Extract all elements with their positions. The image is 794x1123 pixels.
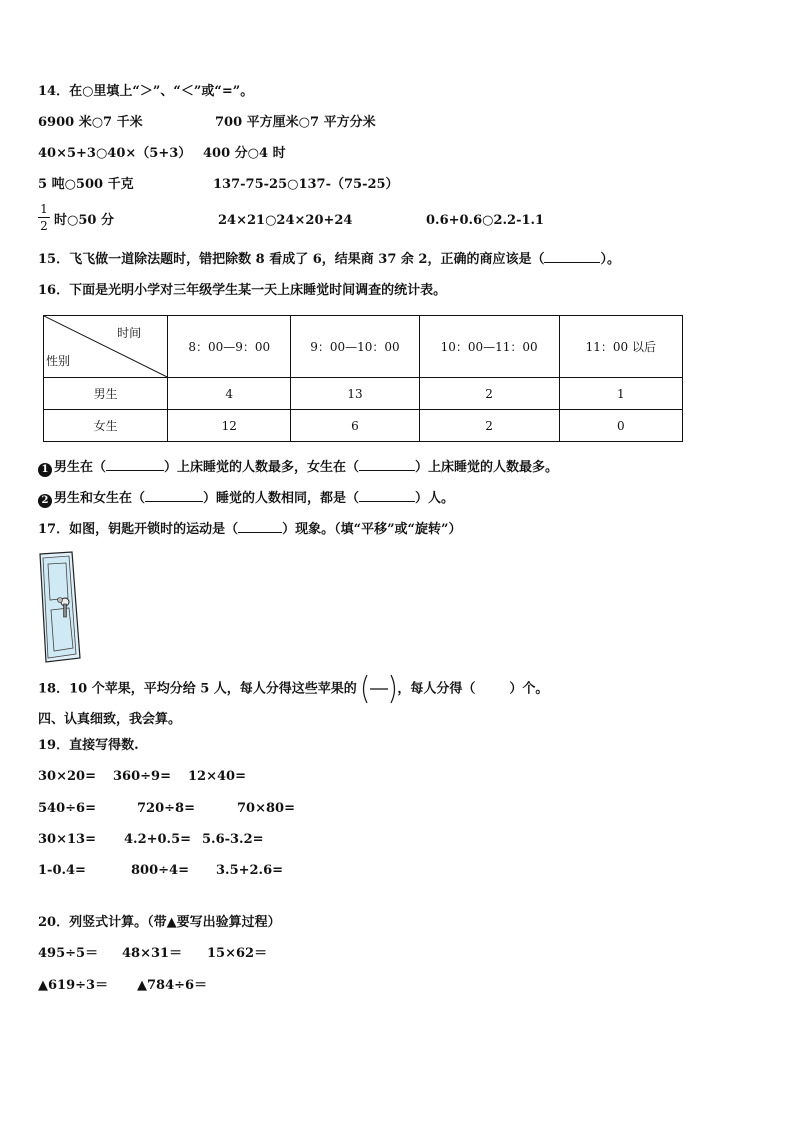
fraction-blank[interactable] xyxy=(361,681,397,697)
q16-sub2-a: 男生和女生在（ xyxy=(54,491,146,506)
table-cell: 0 xyxy=(559,410,682,442)
q18-text-b: ，每人分得（ xyxy=(397,681,476,697)
q15-text xyxy=(38,250,620,268)
fraction-numerator: 1 xyxy=(40,202,48,216)
answer-blank[interactable] xyxy=(544,250,600,263)
q15-text-a: 15．飞飞做一道除法题时，错把除数 8 看成了 6，结果商 37 余 2，正确的商应该是（ xyxy=(38,252,545,267)
answer-blank[interactable] xyxy=(359,489,415,502)
q17-text-a: 17．如图，钥匙开锁时的运动是（ xyxy=(38,522,239,537)
table-row xyxy=(44,410,683,442)
table-cell: 13 xyxy=(291,378,419,410)
calc-item: 495÷5＝ xyxy=(38,946,99,961)
column-header: 9：00—10：00 xyxy=(291,316,419,378)
parenthesized-fraction-icon xyxy=(361,674,397,704)
q19-title: 19．直接写得数. xyxy=(38,738,139,753)
row-label: 男生 xyxy=(44,378,168,410)
table-row xyxy=(44,378,683,410)
row-label: 女生 xyxy=(44,410,168,442)
q14-item: 137-75-25○137-（75-25） xyxy=(213,177,399,192)
q16-sub2-b: ）睡觉的人数相同，都是（ xyxy=(203,491,360,506)
q16-sub1-b: ）上床睡觉的人数最多，女生在（ xyxy=(164,460,360,475)
q16-sub2 xyxy=(38,489,454,508)
bedtime-survey-table xyxy=(43,315,683,442)
q16-sub1 xyxy=(38,458,558,477)
table-corner-cell xyxy=(44,316,168,378)
q14-item: 40×5+3○40×（5+3） xyxy=(38,146,192,161)
q18-text xyxy=(38,681,548,698)
answer-blank[interactable] xyxy=(145,489,203,502)
calc-item: 30×20= xyxy=(38,769,96,784)
calc-item: 1-0.4= xyxy=(38,863,86,878)
door-with-key-icon xyxy=(38,550,82,665)
half-fraction xyxy=(38,202,50,233)
calc-item: 15×62＝ xyxy=(207,946,268,961)
fraction-denominator: 2 xyxy=(40,219,48,233)
calc-item: ▲619÷3＝ xyxy=(38,978,109,993)
calc-item: 5.6-3.2= xyxy=(202,832,264,847)
calc-item: 30×13= xyxy=(38,832,96,847)
circled-number: 2 xyxy=(38,494,52,508)
calc-item: 12×40= xyxy=(188,769,246,784)
calc-item: 360÷9= xyxy=(113,769,171,784)
calc-item: 48×31＝ xyxy=(122,946,183,961)
q16-sub1-a: 男生在（ xyxy=(54,460,107,475)
q17-text xyxy=(38,520,462,538)
corner-label-time: 时间 xyxy=(117,326,142,340)
q14-title: 14．在○里填上“＞”、“＜”或“=”。 xyxy=(38,84,254,99)
calc-item: 70×80= xyxy=(237,801,295,816)
q18-text-a: 18．10 个苹果，平均分给 5 人，每人分得这些苹果的 xyxy=(38,681,357,697)
corner-label-gender: 性别 xyxy=(46,354,71,368)
table-cell: 6 xyxy=(291,410,419,442)
table-cell: 1 xyxy=(559,378,682,410)
answer-blank[interactable] xyxy=(106,458,164,471)
answer-blank[interactable] xyxy=(359,458,415,471)
q14-item: 时○50 分 xyxy=(54,213,114,228)
column-header: 10：00—11：00 xyxy=(419,316,559,378)
q17-text-b: ）现象。（填“平移”或“旋转”） xyxy=(282,522,462,537)
q14-item: 400 分○4 时 xyxy=(203,146,286,161)
calc-item: 3.5+2.6= xyxy=(216,863,284,878)
q14-item: 24×21○24×20+24 xyxy=(218,213,353,228)
table-cell: 12 xyxy=(168,410,291,442)
table-cell: 4 xyxy=(168,378,291,410)
table-cell: 2 xyxy=(419,410,559,442)
table-cell: 2 xyxy=(419,378,559,410)
circled-number: 1 xyxy=(38,463,52,477)
q16-title: 16．下面是光明小学对三年级学生某一天上床睡觉时间调查的统计表。 xyxy=(38,283,447,298)
answer-blank[interactable] xyxy=(238,520,282,533)
q15-text-b: ）。 xyxy=(600,252,620,267)
calc-item: ▲784÷6＝ xyxy=(137,978,208,993)
calc-item: 720÷8= xyxy=(137,801,195,816)
q14-item: 6900 米○7 千米 xyxy=(38,115,143,130)
q16-sub1-c: ）上床睡觉的人数最多。 xyxy=(415,460,559,475)
calc-item: 540÷6= xyxy=(38,801,96,816)
calc-item: 800÷4= xyxy=(131,863,189,878)
column-header: 11：00 以后 xyxy=(559,316,682,378)
q16-sub2-c: ）人。 xyxy=(415,491,455,506)
column-header: 8：00—9：00 xyxy=(168,316,291,378)
q14-item: 0.6+0.6○2.2-1.1 xyxy=(426,213,545,228)
calc-item: 4.2+0.5= xyxy=(124,832,192,847)
q14-item: 700 平方厘米○7 平方分米 xyxy=(215,115,376,130)
q14-item: 5 吨○500 千克 xyxy=(38,177,134,192)
q18-text-c: ）个。 xyxy=(509,681,549,697)
section-heading: 四、认真细致，我会算。 xyxy=(38,712,182,727)
q20-title: 20．列竖式计算。（带▲要写出验算过程） xyxy=(38,915,281,930)
